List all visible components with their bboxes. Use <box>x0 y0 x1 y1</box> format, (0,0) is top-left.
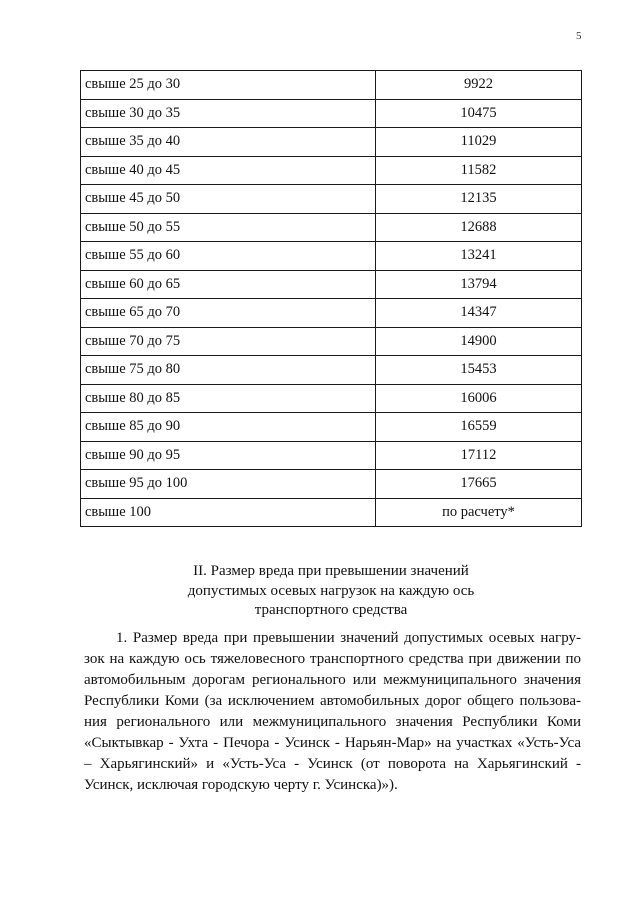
table-row <box>81 470 582 499</box>
table-row <box>81 441 582 470</box>
amount-cell: 16006 <box>376 384 582 413</box>
amount-cell: 14347 <box>376 299 582 328</box>
amount-cell: 12688 <box>376 213 582 242</box>
section-heading-line: транспортного средства <box>254 602 408 618</box>
amount-cell: 13241 <box>376 242 582 271</box>
table-row <box>81 413 582 442</box>
amount-cell: 16559 <box>376 413 582 442</box>
range-cell: свыше 60 до 65 <box>81 270 376 299</box>
range-cell: свыше 30 до 35 <box>81 99 376 128</box>
amount-cell: 13794 <box>376 270 582 299</box>
table-row <box>81 71 582 100</box>
amount-cell: 14900 <box>376 327 582 356</box>
range-cell: свыше 85 до 90 <box>81 413 376 442</box>
section-paragraph <box>84 628 581 796</box>
table-row <box>81 498 582 527</box>
table-row <box>81 185 582 214</box>
range-cell: свыше 80 до 85 <box>81 384 376 413</box>
amount-cell: по расчету* <box>376 498 582 527</box>
section-heading-line: II. Размер вреда при превышении значений <box>193 563 469 579</box>
range-cell: свыше 40 до 45 <box>81 156 376 185</box>
amount-cell: 17665 <box>376 470 582 499</box>
range-cell: свыше 65 до 70 <box>81 299 376 328</box>
paragraph-line: автомобильным дорогам регионального или межмуниципального значения <box>84 672 581 688</box>
amount-cell: 11029 <box>376 128 582 157</box>
table-row <box>81 384 582 413</box>
range-cell: свыше 55 до 60 <box>81 242 376 271</box>
paragraph-line: зок на каждую ось тяжеловесного транспортного средства при движении по <box>84 651 581 667</box>
range-cell: свыше 25 до 30 <box>81 71 376 100</box>
section-heading <box>80 562 582 621</box>
section-heading-line: допустимых осевых нагрузок на каждую ось <box>187 582 475 599</box>
amount-cell: 15453 <box>376 356 582 385</box>
range-cell: свыше 45 до 50 <box>81 185 376 214</box>
amount-cell: 10475 <box>376 99 582 128</box>
range-cell: свыше 70 до 75 <box>81 327 376 356</box>
table-row <box>81 299 582 328</box>
amount-cell: 12135 <box>376 185 582 214</box>
table-row <box>81 99 582 128</box>
range-cell: свыше 100 <box>81 498 376 527</box>
rates-table-body <box>81 71 582 527</box>
paragraph-line: Усинск, исключая городскую черту г. Усинска)»). <box>84 777 398 793</box>
range-cell: свыше 90 до 95 <box>81 441 376 470</box>
table-row <box>81 242 582 271</box>
paragraph-line: ния регионального или межмуниципального значения Республики Коми <box>84 714 581 730</box>
paragraph-line: «Сыктывкар - Ухта - Печора - Усинск - Нарьян-Мар» на участках «Усть-Уса <box>84 735 581 751</box>
table-row <box>81 156 582 185</box>
range-cell: свыше 35 до 40 <box>81 128 376 157</box>
amount-cell: 9922 <box>376 71 582 100</box>
range-cell: свыше 50 до 55 <box>81 213 376 242</box>
range-cell: свыше 75 до 80 <box>81 356 376 385</box>
table-row <box>81 270 582 299</box>
rates-table <box>80 70 582 527</box>
table-row <box>81 128 582 157</box>
amount-cell: 11582 <box>376 156 582 185</box>
table-row <box>81 327 582 356</box>
paragraph-line: 1. Размер вреда при превышении значений допустимых осевых нагру- <box>116 630 581 646</box>
page-number: 5 <box>576 30 582 42</box>
paragraph-line: Республики Коми (за исключением автомобильных дорог общего пользова- <box>84 693 581 709</box>
paragraph-line: – Харьягинский» и «Усть-Уса - Усинск (от поворота на Харьягинский - <box>84 756 581 772</box>
amount-cell: 17112 <box>376 441 582 470</box>
range-cell: свыше 95 до 100 <box>81 470 376 499</box>
table-row <box>81 356 582 385</box>
table-row <box>81 213 582 242</box>
